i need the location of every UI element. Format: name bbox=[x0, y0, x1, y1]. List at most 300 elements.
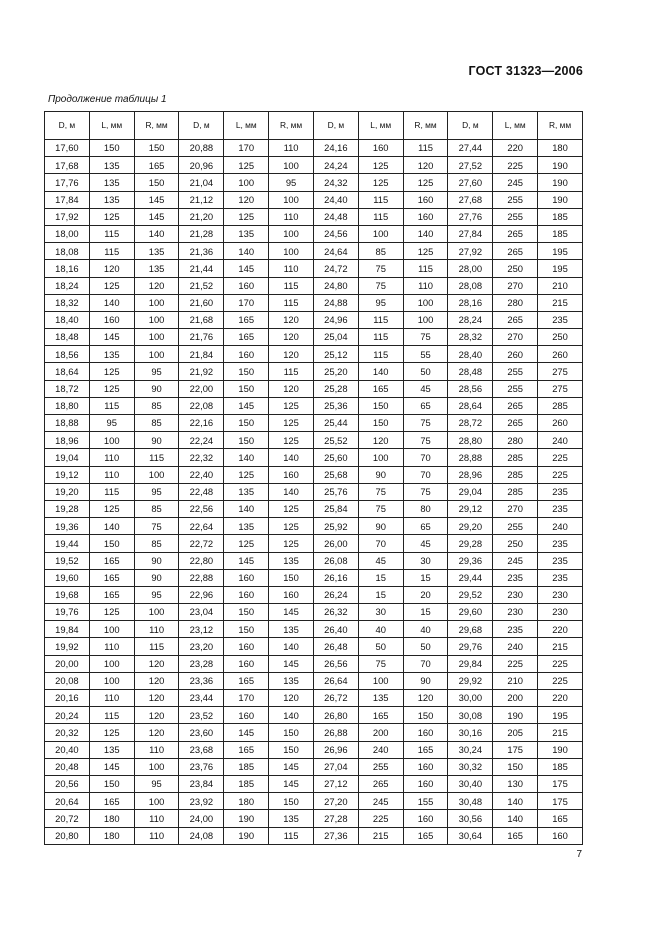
document-code: ГОСТ 31323—2006 bbox=[468, 64, 583, 78]
table-cell: 100 bbox=[269, 243, 314, 260]
table-cell: 190 bbox=[538, 157, 583, 174]
table-cell: 18,00 bbox=[45, 225, 90, 242]
table-cell: 100 bbox=[89, 655, 134, 672]
table-cell: 19,84 bbox=[45, 621, 90, 638]
table-cell: 115 bbox=[269, 294, 314, 311]
table-header-row bbox=[45, 112, 583, 140]
table-cell: 120 bbox=[269, 380, 314, 397]
table-cell: 30,56 bbox=[448, 810, 493, 827]
table-row bbox=[45, 690, 583, 707]
table-cell: 115 bbox=[269, 827, 314, 844]
table-cell: 235 bbox=[493, 569, 538, 586]
table-row bbox=[45, 569, 583, 586]
table-cell: 150 bbox=[493, 758, 538, 775]
table-cell: 170 bbox=[224, 294, 269, 311]
table-cell: 17,68 bbox=[45, 157, 90, 174]
table-cell: 175 bbox=[538, 793, 583, 810]
table-cell: 150 bbox=[269, 793, 314, 810]
table-cell: 255 bbox=[493, 518, 538, 535]
table-cell: 19,52 bbox=[45, 552, 90, 569]
table-cell: 24,80 bbox=[313, 277, 358, 294]
table-cell: 17,84 bbox=[45, 191, 90, 208]
table-cell: 135 bbox=[224, 225, 269, 242]
table-cell: 135 bbox=[134, 260, 179, 277]
table-cell: 23,36 bbox=[179, 672, 224, 689]
table-cell: 230 bbox=[538, 604, 583, 621]
table-cell: 125 bbox=[224, 466, 269, 483]
table-cell: 190 bbox=[224, 827, 269, 844]
table-cell: 100 bbox=[269, 157, 314, 174]
table-cell: 235 bbox=[538, 311, 583, 328]
table-cell: 23,92 bbox=[179, 793, 224, 810]
table-cell: 145 bbox=[134, 208, 179, 225]
table-cell: 17,60 bbox=[45, 140, 90, 157]
table-cell: 27,92 bbox=[448, 243, 493, 260]
table-cell: 25,04 bbox=[313, 329, 358, 346]
table-cell: 23,20 bbox=[179, 638, 224, 655]
table-cell: 115 bbox=[89, 243, 134, 260]
table-cell: 70 bbox=[358, 535, 403, 552]
table-cell: 135 bbox=[269, 621, 314, 638]
table-cell: 150 bbox=[403, 707, 448, 724]
table-cell: 18,88 bbox=[45, 415, 90, 432]
table-cell: 135 bbox=[269, 810, 314, 827]
table-cell: 265 bbox=[493, 415, 538, 432]
table-cell: 160 bbox=[403, 758, 448, 775]
table-cell: 260 bbox=[493, 346, 538, 363]
table-cell: 235 bbox=[538, 483, 583, 500]
table-cell: 18,40 bbox=[45, 311, 90, 328]
table-cell: 160 bbox=[269, 586, 314, 603]
table-cell: 140 bbox=[134, 225, 179, 242]
table-cell: 100 bbox=[89, 432, 134, 449]
table-cell: 215 bbox=[538, 724, 583, 741]
table-cell: 28,56 bbox=[448, 380, 493, 397]
table-cell: 115 bbox=[89, 707, 134, 724]
table-cell: 165 bbox=[538, 810, 583, 827]
table-cell: 215 bbox=[538, 294, 583, 311]
table-cell: 29,92 bbox=[448, 672, 493, 689]
table-cell: 25,28 bbox=[313, 380, 358, 397]
table-cell: 27,04 bbox=[313, 758, 358, 775]
table-row bbox=[45, 621, 583, 638]
table-cell: 150 bbox=[89, 775, 134, 792]
table-cell: 220 bbox=[538, 690, 583, 707]
table-row bbox=[45, 208, 583, 225]
column-header: D, м bbox=[313, 112, 358, 140]
table-cell: 100 bbox=[269, 225, 314, 242]
table-row bbox=[45, 827, 583, 844]
table-row bbox=[45, 397, 583, 414]
table-cell: 110 bbox=[269, 140, 314, 157]
table-row bbox=[45, 604, 583, 621]
table-row bbox=[45, 277, 583, 294]
table-cell: 75 bbox=[403, 415, 448, 432]
table-cell: 28,40 bbox=[448, 346, 493, 363]
table-cell: 25,20 bbox=[313, 363, 358, 380]
table-row bbox=[45, 243, 583, 260]
table-cell: 25,60 bbox=[313, 449, 358, 466]
table-cell: 95 bbox=[134, 775, 179, 792]
table-cell: 270 bbox=[493, 277, 538, 294]
table-cell: 26,00 bbox=[313, 535, 358, 552]
table-cell: 160 bbox=[403, 775, 448, 792]
table-cell: 120 bbox=[134, 707, 179, 724]
table-cell: 18,80 bbox=[45, 397, 90, 414]
table-cell: 255 bbox=[493, 208, 538, 225]
table-row bbox=[45, 500, 583, 517]
table-cell: 160 bbox=[224, 277, 269, 294]
table-cell: 230 bbox=[493, 604, 538, 621]
table-cell: 110 bbox=[89, 449, 134, 466]
table-cell: 18,32 bbox=[45, 294, 90, 311]
table-cell: 110 bbox=[269, 260, 314, 277]
table-cell: 70 bbox=[403, 466, 448, 483]
table-cell: 29,68 bbox=[448, 621, 493, 638]
table-cell: 24,72 bbox=[313, 260, 358, 277]
table-cell: 29,52 bbox=[448, 586, 493, 603]
table-cell: 275 bbox=[538, 380, 583, 397]
table-row bbox=[45, 724, 583, 741]
table-cell: 225 bbox=[358, 810, 403, 827]
table-cell: 75 bbox=[134, 518, 179, 535]
column-header: L, мм bbox=[224, 112, 269, 140]
column-header: L, мм bbox=[358, 112, 403, 140]
table-cell: 30 bbox=[403, 552, 448, 569]
column-header: R, мм bbox=[403, 112, 448, 140]
table-cell: 30,00 bbox=[448, 690, 493, 707]
table-cell: 27,76 bbox=[448, 208, 493, 225]
table-cell: 125 bbox=[269, 397, 314, 414]
table-cell: 19,44 bbox=[45, 535, 90, 552]
table-cell: 165 bbox=[403, 741, 448, 758]
table-cell: 19,68 bbox=[45, 586, 90, 603]
table-cell: 140 bbox=[493, 793, 538, 810]
table-cell: 270 bbox=[493, 500, 538, 517]
table-cell: 215 bbox=[358, 827, 403, 844]
table-cell: 270 bbox=[493, 329, 538, 346]
table-cell: 130 bbox=[493, 775, 538, 792]
table-cell: 280 bbox=[493, 294, 538, 311]
table-cell: 50 bbox=[403, 363, 448, 380]
table-cell: 85 bbox=[134, 500, 179, 517]
table-cell: 175 bbox=[538, 775, 583, 792]
table-cell: 20,64 bbox=[45, 793, 90, 810]
table-cell: 24,00 bbox=[179, 810, 224, 827]
table-cell: 225 bbox=[493, 655, 538, 672]
table-cell: 20,32 bbox=[45, 724, 90, 741]
table-cell: 165 bbox=[358, 380, 403, 397]
table-cell: 65 bbox=[403, 397, 448, 414]
table-cell: 29,44 bbox=[448, 569, 493, 586]
table-cell: 135 bbox=[89, 191, 134, 208]
table-cell: 26,88 bbox=[313, 724, 358, 741]
table-cell: 135 bbox=[269, 552, 314, 569]
table-cell: 115 bbox=[134, 449, 179, 466]
table-cell: 24,08 bbox=[179, 827, 224, 844]
table-cell: 115 bbox=[269, 277, 314, 294]
table-cell: 19,76 bbox=[45, 604, 90, 621]
table-cell: 26,40 bbox=[313, 621, 358, 638]
table-cell: 235 bbox=[538, 500, 583, 517]
table-cell: 28,64 bbox=[448, 397, 493, 414]
table-cell: 110 bbox=[403, 277, 448, 294]
column-header: D, м bbox=[448, 112, 493, 140]
table-row bbox=[45, 380, 583, 397]
table-cell: 18,96 bbox=[45, 432, 90, 449]
table-cell: 100 bbox=[358, 225, 403, 242]
table-cell: 20,00 bbox=[45, 655, 90, 672]
table-cell: 160 bbox=[224, 586, 269, 603]
table-cell: 30,40 bbox=[448, 775, 493, 792]
table-cell: 22,96 bbox=[179, 586, 224, 603]
table-cell: 26,48 bbox=[313, 638, 358, 655]
table-cell: 150 bbox=[224, 432, 269, 449]
table-row bbox=[45, 294, 583, 311]
table-cell: 24,24 bbox=[313, 157, 358, 174]
table-cell: 125 bbox=[89, 380, 134, 397]
table-row bbox=[45, 346, 583, 363]
table-cell: 75 bbox=[403, 329, 448, 346]
table-cell: 225 bbox=[538, 449, 583, 466]
table-cell: 28,80 bbox=[448, 432, 493, 449]
table-cell: 45 bbox=[358, 552, 403, 569]
table-cell: 125 bbox=[224, 208, 269, 225]
table-cell: 20,48 bbox=[45, 758, 90, 775]
table-cell: 160 bbox=[403, 191, 448, 208]
table-cell: 265 bbox=[493, 243, 538, 260]
table-cell: 55 bbox=[403, 346, 448, 363]
table-cell: 24,88 bbox=[313, 294, 358, 311]
table-cell: 100 bbox=[134, 604, 179, 621]
table-cell: 22,00 bbox=[179, 380, 224, 397]
table-cell: 23,76 bbox=[179, 758, 224, 775]
table-cell: 255 bbox=[358, 758, 403, 775]
table-cell: 90 bbox=[134, 552, 179, 569]
table-cell: 50 bbox=[358, 638, 403, 655]
table-cell: 15 bbox=[403, 569, 448, 586]
table-cell: 100 bbox=[403, 294, 448, 311]
table-row bbox=[45, 483, 583, 500]
table-cell: 110 bbox=[134, 827, 179, 844]
table-cell: 175 bbox=[493, 741, 538, 758]
table-cell: 24,48 bbox=[313, 208, 358, 225]
table-cell: 22,40 bbox=[179, 466, 224, 483]
table-cell: 21,20 bbox=[179, 208, 224, 225]
table-cell: 245 bbox=[358, 793, 403, 810]
column-header: L, мм bbox=[89, 112, 134, 140]
table-cell: 24,64 bbox=[313, 243, 358, 260]
table-cell: 27,20 bbox=[313, 793, 358, 810]
table-cell: 100 bbox=[134, 466, 179, 483]
table-cell: 150 bbox=[358, 415, 403, 432]
table-cell: 29,84 bbox=[448, 655, 493, 672]
table-cell: 25,76 bbox=[313, 483, 358, 500]
table-cell: 115 bbox=[403, 260, 448, 277]
table-cell: 23,04 bbox=[179, 604, 224, 621]
table-cell: 110 bbox=[89, 638, 134, 655]
table-cell: 145 bbox=[224, 552, 269, 569]
table-cell: 145 bbox=[134, 191, 179, 208]
table-cell: 21,52 bbox=[179, 277, 224, 294]
table-cell: 24,40 bbox=[313, 191, 358, 208]
table-cell: 160 bbox=[538, 827, 583, 844]
table-row bbox=[45, 260, 583, 277]
table-row bbox=[45, 225, 583, 242]
table-cell: 100 bbox=[134, 329, 179, 346]
table-cell: 23,12 bbox=[179, 621, 224, 638]
table-cell: 22,72 bbox=[179, 535, 224, 552]
table-cell: 210 bbox=[538, 277, 583, 294]
table-cell: 115 bbox=[89, 225, 134, 242]
table-cell: 190 bbox=[538, 741, 583, 758]
table-cell: 235 bbox=[493, 621, 538, 638]
table-cell: 225 bbox=[538, 655, 583, 672]
table-cell: 20,96 bbox=[179, 157, 224, 174]
table-cell: 245 bbox=[493, 174, 538, 191]
table-cell: 17,76 bbox=[45, 174, 90, 191]
table-row bbox=[45, 672, 583, 689]
table-cell: 165 bbox=[89, 552, 134, 569]
table-cell: 120 bbox=[403, 157, 448, 174]
table-cell: 140 bbox=[358, 363, 403, 380]
table-cell: 65 bbox=[403, 518, 448, 535]
table-cell: 100 bbox=[89, 621, 134, 638]
table-row bbox=[45, 758, 583, 775]
table-cell: 125 bbox=[269, 415, 314, 432]
table-cell: 90 bbox=[403, 672, 448, 689]
table-cell: 125 bbox=[89, 500, 134, 517]
table-cell: 150 bbox=[134, 140, 179, 157]
table-cell: 150 bbox=[269, 741, 314, 758]
table-cell: 110 bbox=[89, 466, 134, 483]
table-cell: 22,80 bbox=[179, 552, 224, 569]
table-cell: 115 bbox=[134, 638, 179, 655]
table-cell: 28,48 bbox=[448, 363, 493, 380]
table-cell: 165 bbox=[224, 741, 269, 758]
table-cell: 27,44 bbox=[448, 140, 493, 157]
table-cell: 29,04 bbox=[448, 483, 493, 500]
table-cell: 125 bbox=[89, 724, 134, 741]
table-cell: 125 bbox=[403, 174, 448, 191]
table-cell: 100 bbox=[269, 191, 314, 208]
table-cell: 240 bbox=[538, 432, 583, 449]
table-cell: 150 bbox=[358, 397, 403, 414]
table-cell: 120 bbox=[134, 655, 179, 672]
table-cell: 27,68 bbox=[448, 191, 493, 208]
table-row bbox=[45, 535, 583, 552]
table-cell: 160 bbox=[224, 655, 269, 672]
table-cell: 165 bbox=[89, 586, 134, 603]
table-cell: 135 bbox=[89, 741, 134, 758]
table-cell: 90 bbox=[134, 432, 179, 449]
table-cell: 145 bbox=[224, 724, 269, 741]
table-row bbox=[45, 311, 583, 328]
table-cell: 40 bbox=[358, 621, 403, 638]
table-cell: 235 bbox=[538, 535, 583, 552]
table-cell: 125 bbox=[358, 157, 403, 174]
table-cell: 100 bbox=[134, 793, 179, 810]
table-cell: 195 bbox=[538, 707, 583, 724]
table-cell: 28,72 bbox=[448, 415, 493, 432]
table-cell: 120 bbox=[269, 329, 314, 346]
table-cell: 110 bbox=[269, 208, 314, 225]
table-cell: 245 bbox=[493, 552, 538, 569]
table-cell: 185 bbox=[538, 758, 583, 775]
table-cell: 260 bbox=[538, 346, 583, 363]
table-cell: 75 bbox=[358, 483, 403, 500]
column-header: R, мм bbox=[538, 112, 583, 140]
table-row bbox=[45, 552, 583, 569]
table-cell: 225 bbox=[538, 466, 583, 483]
table-cell: 95 bbox=[269, 174, 314, 191]
table-cell: 225 bbox=[538, 672, 583, 689]
table-cell: 125 bbox=[89, 277, 134, 294]
table-cell: 125 bbox=[358, 174, 403, 191]
table-cell: 75 bbox=[358, 500, 403, 517]
table-cell: 150 bbox=[134, 174, 179, 191]
table-cell: 240 bbox=[493, 638, 538, 655]
table-cell: 115 bbox=[403, 140, 448, 157]
table-cell: 20,08 bbox=[45, 672, 90, 689]
table-cell: 265 bbox=[358, 775, 403, 792]
table-cell: 27,84 bbox=[448, 225, 493, 242]
table-cell: 15 bbox=[358, 569, 403, 586]
table-row bbox=[45, 449, 583, 466]
column-header: R, мм bbox=[269, 112, 314, 140]
table-cell: 22,48 bbox=[179, 483, 224, 500]
table-cell: 26,08 bbox=[313, 552, 358, 569]
table-cell: 24,32 bbox=[313, 174, 358, 191]
table-cell: 29,20 bbox=[448, 518, 493, 535]
table-cell: 220 bbox=[493, 140, 538, 157]
column-header: D, м bbox=[179, 112, 224, 140]
table-cell: 140 bbox=[269, 483, 314, 500]
table-cell: 165 bbox=[224, 672, 269, 689]
table-cell: 28,96 bbox=[448, 466, 493, 483]
table-cell: 150 bbox=[89, 140, 134, 157]
table-cell: 29,36 bbox=[448, 552, 493, 569]
table-cell: 20,56 bbox=[45, 775, 90, 792]
table-cell: 285 bbox=[493, 483, 538, 500]
table-cell: 180 bbox=[89, 810, 134, 827]
table-cell: 100 bbox=[134, 311, 179, 328]
table-cell: 70 bbox=[403, 655, 448, 672]
table-cell: 26,24 bbox=[313, 586, 358, 603]
table-cell: 140 bbox=[269, 449, 314, 466]
table-cell: 28,24 bbox=[448, 311, 493, 328]
table-cell: 29,76 bbox=[448, 638, 493, 655]
table-cell: 115 bbox=[358, 311, 403, 328]
table-cell: 195 bbox=[538, 260, 583, 277]
table-cell: 120 bbox=[358, 432, 403, 449]
table-cell: 28,00 bbox=[448, 260, 493, 277]
table-cell: 95 bbox=[89, 415, 134, 432]
table-cell: 20,40 bbox=[45, 741, 90, 758]
table-cell: 180 bbox=[538, 140, 583, 157]
table-row bbox=[45, 638, 583, 655]
table-cell: 280 bbox=[493, 432, 538, 449]
table-cell: 85 bbox=[134, 397, 179, 414]
table-cell: 150 bbox=[224, 415, 269, 432]
table-cell: 145 bbox=[269, 775, 314, 792]
table-cell: 160 bbox=[224, 707, 269, 724]
table-cell: 21,04 bbox=[179, 174, 224, 191]
table-cell: 120 bbox=[269, 311, 314, 328]
table-cell: 145 bbox=[269, 758, 314, 775]
table-cell: 165 bbox=[89, 793, 134, 810]
table-row bbox=[45, 140, 583, 157]
